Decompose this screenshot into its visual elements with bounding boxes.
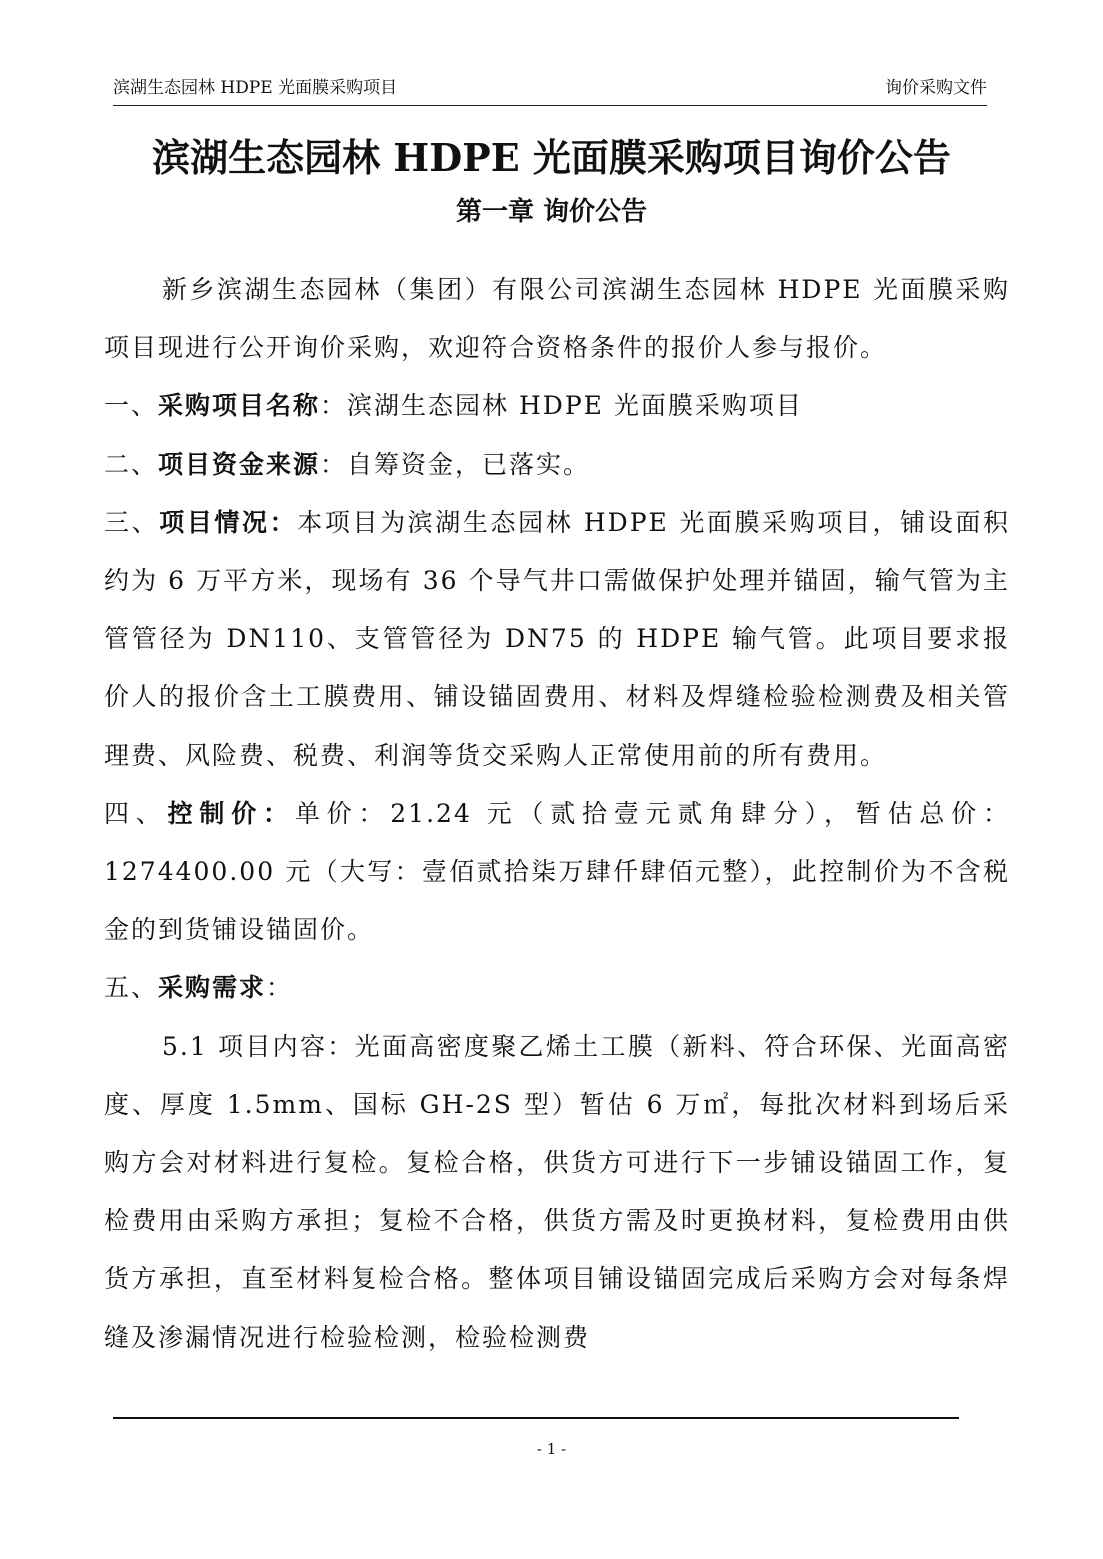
- section-label: 采购需求: [158, 973, 267, 1003]
- header-document-type: 询价采购文件: [885, 78, 987, 98]
- section-label: 项目情况：: [159, 507, 298, 537]
- document-title: 滨湖生态园林 HDPE 光面膜采购项目询价公告: [152, 135, 951, 180]
- section-text: ：滨湖生态园林 HDPE 光面膜采购项目: [320, 391, 803, 421]
- section-text: ：自筹资金，已落实。: [320, 449, 591, 479]
- document-body: [104, 261, 1010, 1367]
- section-label: 项目资金来源: [158, 449, 321, 479]
- section-text: 单价：21.24 元（贰拾壹元贰角肆分），暂估总价：1274400.00 元（大写：壹佰贰拾柒万肆仟肆佰元整），此控制价为不含税金的到货铺设锚固价。: [104, 798, 1010, 945]
- section-number: 三、: [104, 507, 160, 537]
- section-procurement-requirements: [104, 959, 1010, 1017]
- section-label: 采购项目名称: [158, 391, 321, 421]
- intro-paragraph: 新乡滨湖生态园林（集团）有限公司滨湖生态园林 HDPE 光面膜采购项目现进行公开询价采购，欢迎符合资格条件的报价人参与报价。: [104, 275, 1011, 363]
- section-number: 五、: [104, 973, 159, 1003]
- section-control-price: [104, 785, 1010, 960]
- chapter-heading: 第一章 询价公告: [455, 197, 648, 227]
- section-fund-source: [104, 436, 1010, 494]
- item-5-1-paragraph: 5.1 项目内容：光面高密度聚乙烯土工膜（新料、符合环保、光面高密度、厚度 1.5mm、国标 GH-2S 型）暂估 6 万㎡，每批次材料到场后采购方会对材料进行复检。复检合格，供货方可进行下一步铺设锚固工作，复检费用由采购方承担；复检不合格，供货方需及时更换材料，复检费用由供货方承担，直至材料复检合格。整体项目铺设锚固完成后采购方会对每条焊缝及渗漏情况进行检验检测，检验检测费: [104, 1031, 1010, 1352]
- section-number: 二、: [104, 449, 159, 479]
- section-label: 控制价：: [167, 798, 295, 828]
- page-number: - 1 -: [536, 1440, 567, 1458]
- section-text: 本项目为滨湖生态园林 HDPE 光面膜采购项目，铺设面积约为 6 万平方米，现场有 36 个导气井口需做保护处理并锚固，输气管为主管管径为 DN110、支管管径为 DN75 的 HDPE 输气管。此项目要求报价人的报价含土工膜费用、铺设锚固费用、材料及焊缝检验检测费及相关管理费、风险费、税费、利润等货交采购人正常使用前的所有费用。: [104, 507, 1010, 770]
- running-header: [113, 75, 987, 106]
- footer-rule: [113, 1417, 959, 1419]
- section-number: 四、: [104, 798, 168, 828]
- header-project-name: 滨湖生态园林 HDPE 光面膜采购项目: [113, 78, 398, 98]
- section-number: 一、: [104, 391, 159, 421]
- section-project-name: [104, 377, 1010, 435]
- section-project-situation: [104, 494, 1010, 785]
- section-text: ：: [266, 973, 294, 1003]
